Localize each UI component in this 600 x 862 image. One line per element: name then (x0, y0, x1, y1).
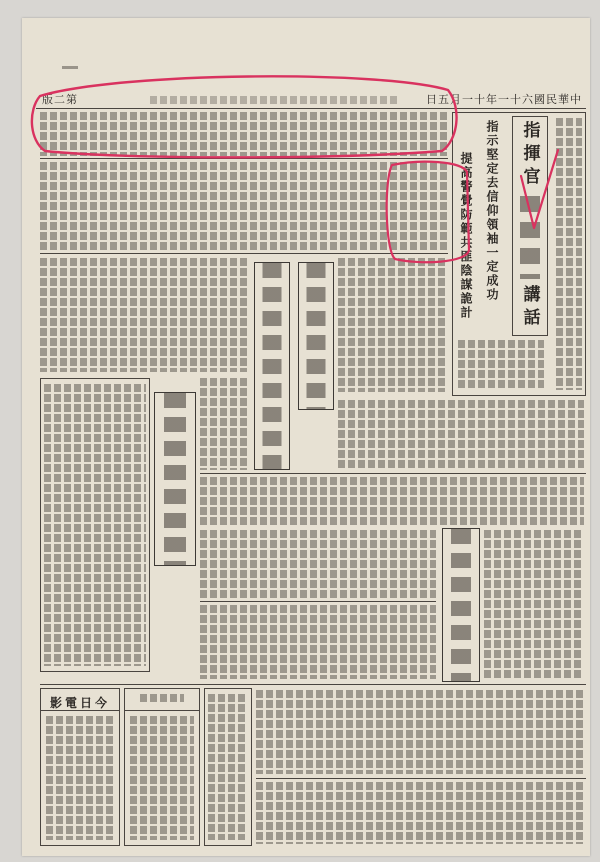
speech-label: 講話 (519, 285, 540, 331)
article-text-10 (484, 530, 584, 680)
masthead (150, 96, 400, 104)
article-text-11 (256, 690, 584, 774)
movie-title: 今日電影 (49, 696, 110, 710)
headline-vigilance: 提高警覺防範共匪陰謀詭計 (459, 152, 473, 320)
notice-box-text (208, 694, 248, 840)
section-title-box-1 (254, 262, 290, 470)
article-text-4 (338, 258, 448, 392)
left-column-text (44, 384, 146, 666)
arts-title-rule (124, 710, 200, 711)
article-text-6 (338, 400, 584, 470)
rule-6 (256, 778, 586, 779)
lead-article-text (40, 112, 448, 156)
section-title-box-4 (442, 528, 480, 682)
article-text-2 (40, 162, 448, 250)
right-edge-text (556, 118, 582, 390)
movie-title-rule (40, 710, 120, 711)
page-number: 第二版 (42, 93, 78, 106)
header-rule (36, 108, 586, 109)
commander-title: 指揮官 (519, 121, 540, 190)
section-title-box-2 (298, 262, 334, 410)
commander-title-box (512, 116, 548, 336)
movie-listing (46, 716, 114, 840)
article-text-3 (40, 258, 250, 372)
headline-faith: 指示堅定去信仰領袖一定成功 (485, 120, 499, 302)
article-text-8 (200, 530, 436, 598)
article-text-5 (200, 378, 250, 470)
commander-title-middle (520, 196, 540, 279)
right-panel-footer-text (458, 340, 544, 390)
section-title-box-3 (154, 392, 196, 566)
rule-3 (200, 473, 586, 474)
rule-4 (200, 601, 436, 602)
staple-mark (62, 66, 78, 69)
article-text-9 (200, 605, 436, 679)
issue-date: 中華民國六十一年十一月五日 (426, 93, 582, 106)
article-text-12 (256, 782, 584, 844)
arts-box-header (140, 694, 184, 702)
rule-2 (40, 253, 448, 254)
rule-5 (40, 684, 586, 685)
arts-box-text (130, 716, 194, 840)
article-text-7 (200, 477, 584, 525)
rule-lead (40, 158, 448, 159)
